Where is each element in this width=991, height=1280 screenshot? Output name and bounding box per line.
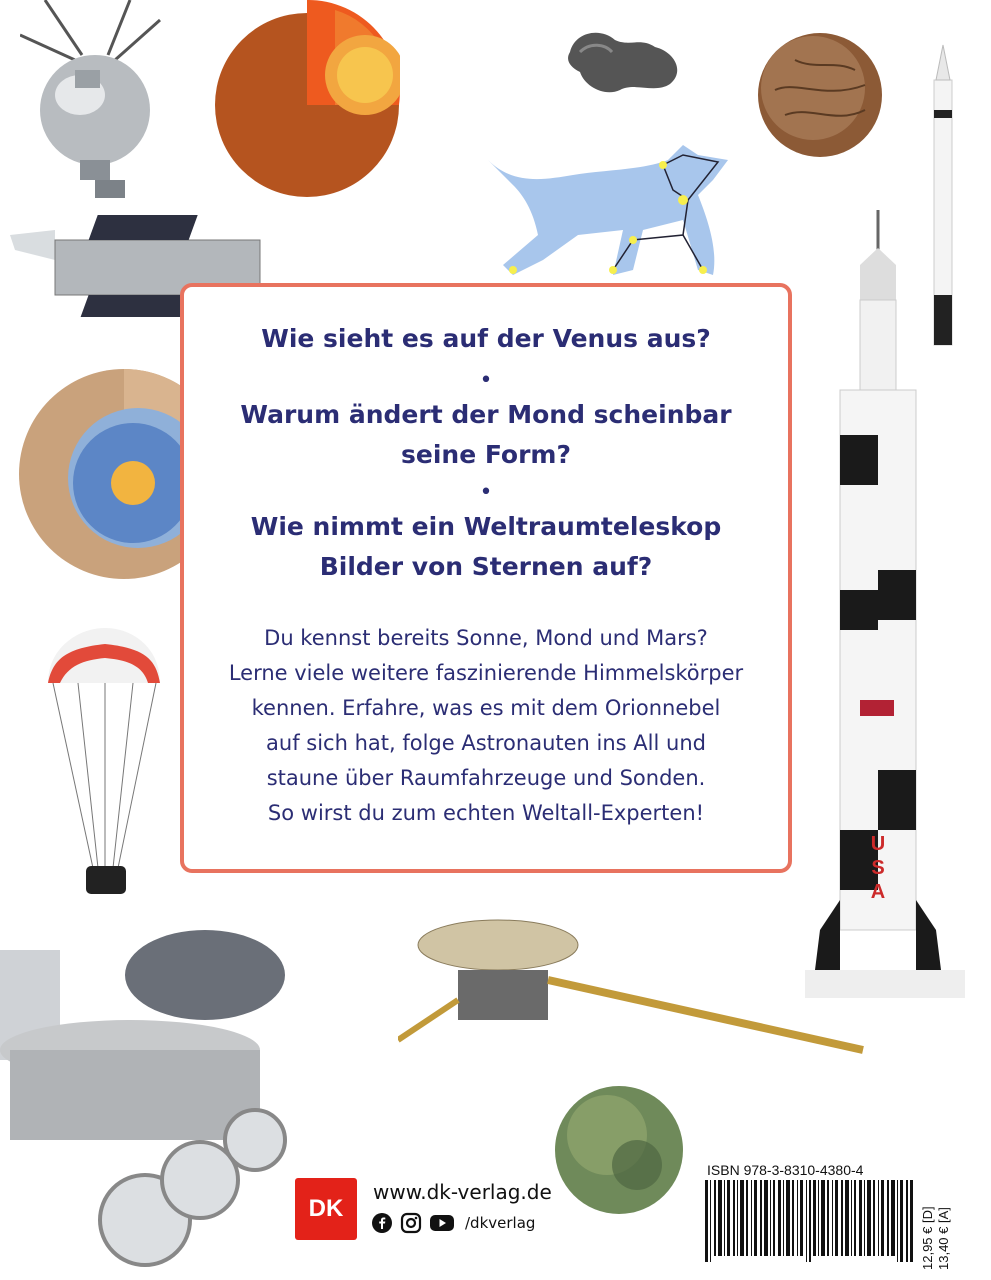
facebook-icon[interactable] xyxy=(371,1212,393,1234)
publisher-website-link[interactable]: www.dk-verlag.de xyxy=(373,1180,552,1204)
isbn-text: ISBN 978-3-8310-4380-4 xyxy=(707,1162,864,1178)
titan-moon-illustration xyxy=(552,1085,687,1215)
dk-logo[interactable]: DK xyxy=(295,1178,357,1240)
saturn-rocket-illustration xyxy=(800,210,970,1000)
europa-moon-illustration xyxy=(755,30,885,160)
instagram-icon[interactable] xyxy=(400,1212,422,1234)
question-3: Wie nimmt ein Weltraumteleskop Bilder von Sternen auf? xyxy=(250,512,722,581)
lunokhod-rover-illustration xyxy=(0,920,290,1280)
comet-illustration xyxy=(560,22,690,97)
venus-cutaway-illustration xyxy=(215,0,400,210)
barcode-image xyxy=(705,1180,915,1262)
question-1: Wie sieht es auf der Venus aus? xyxy=(261,324,711,353)
youtube-icon[interactable] xyxy=(429,1212,455,1234)
svg-text:A: A xyxy=(870,881,886,903)
parachute-capsule-illustration xyxy=(48,628,163,898)
canis-major-constellation-illustration xyxy=(483,140,733,285)
social-handle[interactable]: /dkverlag xyxy=(465,1214,536,1232)
question-2: Warum ändert der Mond scheinbar seine Form? xyxy=(240,400,732,469)
back-cover-textbox xyxy=(180,283,792,873)
price-label: 12,95 € [D] 13,40 € [A] xyxy=(920,1206,951,1270)
sputnik-illustration xyxy=(20,0,170,200)
bullet-separator: • xyxy=(479,480,493,505)
svg-text:S: S xyxy=(871,857,885,879)
blurb-paragraph: Du kennst bereits Sonne, Mond und Mars? Lerne viele weitere faszinierende Himmelskörper kennen. Erfahre, was es mit dem Orionnebel auf sich hat, folge Astronauten ins All und staune über Raumfahrzeuge und Sonden. So wirst du zum echten Weltall-Experten! xyxy=(228,626,744,825)
bullet-separator: • xyxy=(479,368,493,393)
svg-text:U: U xyxy=(870,833,886,855)
galileo-probe-illustration xyxy=(398,900,868,1065)
